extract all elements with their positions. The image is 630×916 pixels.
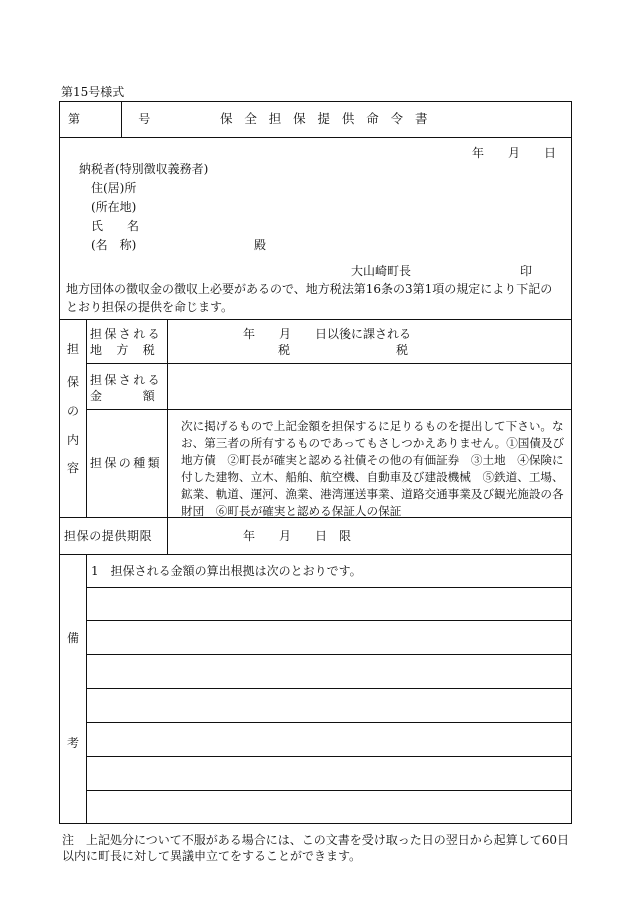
content-side-label: 内 xyxy=(67,433,80,447)
form-label: 第15号様式 xyxy=(61,85,125,99)
rule-header-bottom xyxy=(59,137,572,138)
remark-line xyxy=(86,790,572,791)
remark-line xyxy=(86,587,572,588)
address-label: 住(居)所 xyxy=(91,181,137,195)
secured-amount-label: 金 額 xyxy=(90,389,157,403)
remarks-side-label: 備 xyxy=(67,631,80,645)
tax-type-b: 税 xyxy=(396,343,409,357)
content-side-label: 容 xyxy=(67,461,80,475)
number-label: 第 号 xyxy=(68,112,162,126)
rule-remarks-side xyxy=(86,554,87,824)
content-side-label: の xyxy=(67,404,80,418)
deadline-label: 担保の提供期限 xyxy=(64,529,153,543)
rule-content-label xyxy=(167,319,168,517)
rule-deadline-bottom xyxy=(59,554,572,555)
rule-content-side xyxy=(86,319,87,517)
name-label: 氏 名 xyxy=(91,219,140,233)
seal-mark: 印 xyxy=(520,264,533,278)
notice-text: 地方団体の徴収金の徴収上必要があるので、地方税法第16条の3第1項の規定により下記のとおり担保の提供を命じます。 xyxy=(66,282,553,314)
security-type-label: 担保の種類 xyxy=(90,456,163,470)
remarks-side-label: 考 xyxy=(67,736,80,750)
content-side-label: 担 xyxy=(67,342,80,356)
secured-tax-label: 担保される xyxy=(90,327,163,341)
footnote: 注 上記処分について不服がある場合には、この文書を受け取った日の翌日から起算して60日以内に町長に対して異議申立てをすることができます。 xyxy=(62,833,570,863)
honorific: 殿 xyxy=(254,238,267,252)
secured-amount-label: 担保される xyxy=(90,373,163,387)
remark-line xyxy=(86,654,572,655)
issue-date-line: 年 月 日 xyxy=(472,146,557,160)
rule-row1-bottom xyxy=(86,363,572,364)
org-name-label: (名 称) xyxy=(91,238,137,252)
remark-line xyxy=(86,756,572,757)
rule-notice-bottom xyxy=(59,319,572,320)
secured-tax-date: 年 月 日以後に課される xyxy=(243,327,412,341)
deadline-value: 年 月 日 限 xyxy=(243,529,352,543)
tax-type-a: 税 xyxy=(278,343,291,357)
content-side-label: 保 xyxy=(67,375,80,389)
rule-row2-bottom xyxy=(86,409,572,410)
secured-tax-label: 地 方 税 xyxy=(90,343,157,357)
taxpayer-label: 納税者(特別徴収義務者) xyxy=(79,162,209,176)
remark-line xyxy=(86,620,572,621)
document-title: 保全担保提供命令書 xyxy=(220,111,440,126)
location-label: (所在地) xyxy=(91,200,137,214)
issuer-name: 大山崎町長 xyxy=(351,264,412,278)
remark-line xyxy=(86,688,572,689)
rule-deadline-label xyxy=(167,517,168,554)
remarks-first-line: 1 担保される金額の算出根拠は次のとおりです。 xyxy=(91,564,362,578)
security-type-text: 次に掲げるもので上記金額を担保するに足りるものを提出して下さい。なお、第三者の所有するものであってもさしつかえありません。①国債及び地方債 ②町長が確実と認める社債その他の有価証券 ③土地 ④保険に付した建物、立木、船舶、航空機、自動車及び建設機械 ⑤鉄道、工場、鉱業、軌道、運河、漁業、港湾運送事業、道路交通事業及び観光施設の各財団 ⑥町長が確実と認める保証人の保証 xyxy=(181,419,565,518)
remark-line xyxy=(86,722,572,723)
